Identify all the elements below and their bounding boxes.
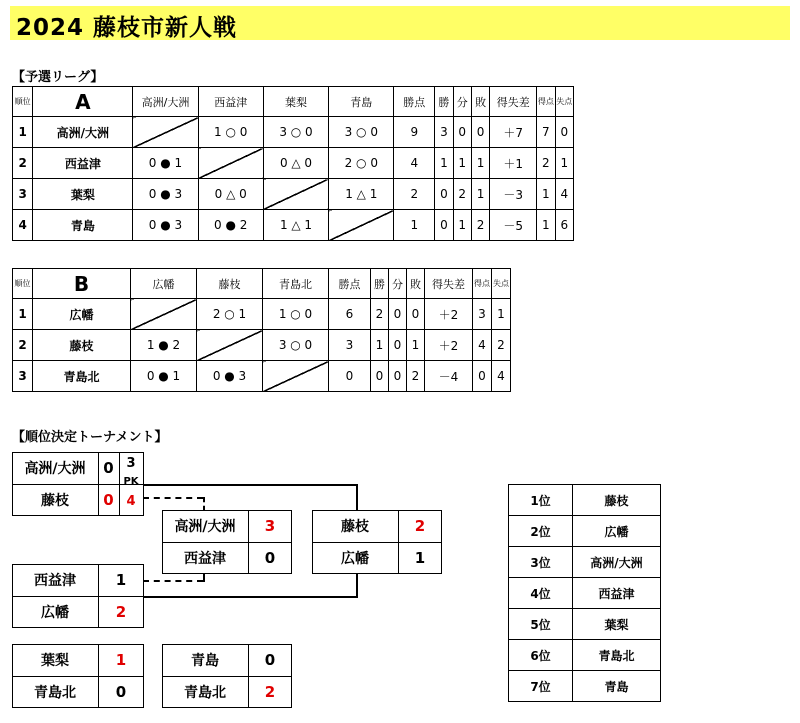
diff-cell: －5 <box>490 210 537 241</box>
bracket-line <box>143 596 357 598</box>
team-cell: 広幡 <box>33 299 131 330</box>
score: 3 <box>264 517 276 535</box>
loss-cell: 1 <box>471 148 489 179</box>
team-name: 藤枝 <box>341 519 369 535</box>
team-cell: 西益津 <box>33 148 133 179</box>
bracket-line <box>356 484 358 512</box>
diff-cell: －4 <box>425 361 473 392</box>
rank-cell: 3 <box>13 179 33 210</box>
result-cell: 0 ● 3 <box>133 210 198 241</box>
draw-cell: 1 <box>453 210 471 241</box>
gf-cell: 1 <box>537 179 555 210</box>
group-b-table <box>12 268 511 392</box>
score: 0 <box>103 459 114 477</box>
col-points: 勝点 <box>394 87 435 117</box>
rank-cell: 4 <box>13 210 33 241</box>
draw-cell: 0 <box>389 330 407 361</box>
score: 2 <box>414 517 426 535</box>
team-cell: 高洲/大洲 <box>33 117 133 148</box>
draw-cell: 2 <box>453 179 471 210</box>
points-cell: 4 <box>394 148 435 179</box>
self-match-cell <box>263 179 328 210</box>
rank-cell: 1 <box>13 299 33 330</box>
self-match-cell <box>198 148 263 179</box>
diff-cell: －3 <box>490 179 537 210</box>
diff-cell: ＋2 <box>425 299 473 330</box>
group-name: B <box>33 269 131 299</box>
page-title: 2024 藤枝市新人戦 <box>16 15 238 41</box>
group-name: A <box>33 87 133 117</box>
gf-cell: 2 <box>537 148 555 179</box>
rank-header: 順位 <box>13 269 33 299</box>
result-cell: 2 ○ 0 <box>329 148 394 179</box>
col-win: 勝 <box>371 269 389 299</box>
result-cell: 0 ● 3 <box>133 179 198 210</box>
win-cell: 3 <box>435 117 453 148</box>
result-cell: 0 ● 3 <box>197 361 263 392</box>
standings-row <box>509 609 661 640</box>
result-cell: 1 ○ 0 <box>198 117 263 148</box>
col-goals-against: 失点 <box>555 87 573 117</box>
title-bar <box>10 6 790 40</box>
table-row <box>13 117 574 148</box>
score: 0 <box>264 651 276 669</box>
team-cell: 西益津 <box>573 578 661 609</box>
gf-cell: 4 <box>473 330 492 361</box>
rank-header: 順位 <box>13 87 33 117</box>
self-match-cell <box>263 361 329 392</box>
rank-cell: 3 <box>13 361 33 392</box>
result-cell: 1 △ 1 <box>263 210 328 241</box>
gf-cell: 7 <box>537 117 555 148</box>
self-match-cell <box>131 299 197 330</box>
col-team: 西益津 <box>198 87 263 117</box>
self-match-cell <box>329 210 394 241</box>
team-name: 西益津 <box>34 573 76 589</box>
score: 2 <box>115 603 127 621</box>
loss-cell: 1 <box>407 330 425 361</box>
team-name: 葉梨 <box>41 653 69 669</box>
pk-label: PK <box>123 475 139 487</box>
diff-cell: ＋7 <box>490 117 537 148</box>
result-cell: 1 △ 1 <box>329 179 394 210</box>
draw-cell: 0 <box>453 117 471 148</box>
loss-cell: 1 <box>471 179 489 210</box>
final-standings-table <box>508 484 661 702</box>
pk-score: 3 <box>126 455 136 471</box>
result-cell: 0 △ 0 <box>263 148 328 179</box>
rank-cell: 1 <box>13 117 33 148</box>
standings-row <box>509 547 661 578</box>
standings-row <box>509 516 661 547</box>
table-header-row <box>13 269 511 299</box>
ga-cell: 6 <box>555 210 573 241</box>
result-cell: 0 ● 1 <box>133 148 198 179</box>
gf-cell: 1 <box>537 210 555 241</box>
team-cell: 葉梨 <box>33 179 133 210</box>
win-cell: 2 <box>371 299 389 330</box>
score: 0 <box>264 549 276 567</box>
prelim-section-label: 【予選リーグ】 <box>12 70 104 85</box>
team-name: 青島 <box>191 653 219 669</box>
team-name: 広幡 <box>341 551 369 567</box>
standings-row <box>509 578 661 609</box>
score: 1 <box>115 651 127 669</box>
ga-cell: 4 <box>492 361 511 392</box>
rank-cell: 2 <box>13 148 33 179</box>
points-cell: 0 <box>329 361 371 392</box>
team-cell: 青島北 <box>573 640 661 671</box>
gf-cell: 0 <box>473 361 492 392</box>
result-cell: 2 ○ 1 <box>197 299 263 330</box>
rank-cell: 2 <box>13 330 33 361</box>
ga-cell: 1 <box>492 299 511 330</box>
place-cell: 6位 <box>509 640 573 671</box>
col-win: 勝 <box>435 87 453 117</box>
table-row <box>13 210 574 241</box>
score: 0 <box>103 491 114 509</box>
ga-cell: 0 <box>555 117 573 148</box>
col-team: 広幡 <box>131 269 197 299</box>
tournament-section-label: 【順位決定トーナメント】 <box>12 430 168 445</box>
place-cell: 5位 <box>509 609 573 640</box>
win-cell: 1 <box>435 148 453 179</box>
col-team: 藤枝 <box>197 269 263 299</box>
col-goals-for: 得点 <box>473 269 492 299</box>
team-name: 藤枝 <box>41 493 69 509</box>
result-cell: 0 △ 0 <box>198 179 263 210</box>
group-a-table <box>12 86 574 241</box>
draw-cell: 0 <box>389 299 407 330</box>
bracket-dash-line <box>143 580 203 582</box>
points-cell: 2 <box>394 179 435 210</box>
diff-cell: ＋1 <box>490 148 537 179</box>
col-team: 葉梨 <box>263 87 328 117</box>
table-row <box>13 179 574 210</box>
team-name: 西益津 <box>184 551 226 567</box>
col-goals-for: 得点 <box>537 87 555 117</box>
col-goals-against: 失点 <box>492 269 511 299</box>
win-cell: 0 <box>435 210 453 241</box>
loss-cell: 2 <box>407 361 425 392</box>
result-cell: 3 ○ 0 <box>329 117 394 148</box>
result-cell: 3 ○ 0 <box>263 330 329 361</box>
draw-cell: 0 <box>389 361 407 392</box>
team-cell: 青島 <box>573 671 661 702</box>
self-match-cell <box>197 330 263 361</box>
col-diff: 得失差 <box>490 87 537 117</box>
result-cell: 0 ● 2 <box>198 210 263 241</box>
ga-cell: 2 <box>492 330 511 361</box>
team-cell: 青島北 <box>33 361 131 392</box>
pk-score: 4 <box>126 493 136 509</box>
col-draw: 分 <box>389 269 407 299</box>
result-cell: 0 ● 1 <box>131 361 197 392</box>
table-row <box>13 148 574 179</box>
draw-cell: 1 <box>453 148 471 179</box>
table-header-row <box>13 87 574 117</box>
win-cell: 1 <box>371 330 389 361</box>
place-cell: 3位 <box>509 547 573 578</box>
team-name: 青島北 <box>184 685 226 701</box>
bracket-dash-line <box>203 497 205 511</box>
self-match-cell <box>133 117 198 148</box>
win-cell: 0 <box>435 179 453 210</box>
win-cell: 0 <box>371 361 389 392</box>
team-cell: 藤枝 <box>33 330 131 361</box>
result-cell: 3 ○ 0 <box>263 117 328 148</box>
team-cell: 高洲/大洲 <box>573 547 661 578</box>
standings-row <box>509 671 661 702</box>
points-cell: 6 <box>329 299 371 330</box>
standings-row <box>509 485 661 516</box>
table-row <box>13 330 511 361</box>
score: 1 <box>115 571 127 589</box>
result-cell: 1 ○ 0 <box>263 299 329 330</box>
col-loss: 敗 <box>407 269 425 299</box>
place-cell: 7位 <box>509 671 573 702</box>
standings-row <box>509 640 661 671</box>
table-row <box>13 361 511 392</box>
place-cell: 2位 <box>509 516 573 547</box>
col-points: 勝点 <box>329 269 371 299</box>
team-name: 高洲/大洲 <box>24 461 86 477</box>
team-cell: 葉梨 <box>573 609 661 640</box>
loss-cell: 0 <box>471 117 489 148</box>
score: 1 <box>414 549 426 567</box>
points-cell: 3 <box>329 330 371 361</box>
team-name: 青島北 <box>34 685 76 701</box>
place-cell: 4位 <box>509 578 573 609</box>
col-diff: 得失差 <box>425 269 473 299</box>
score: 2 <box>264 683 276 701</box>
team-cell: 青島 <box>33 210 133 241</box>
loss-cell: 0 <box>407 299 425 330</box>
points-cell: 1 <box>394 210 435 241</box>
result-cell: 1 ● 2 <box>131 330 197 361</box>
bracket-line <box>356 572 358 598</box>
table-row <box>13 299 511 330</box>
points-cell: 9 <box>394 117 435 148</box>
diff-cell: ＋2 <box>425 330 473 361</box>
place-cell: 1位 <box>509 485 573 516</box>
team-name: 高洲/大洲 <box>174 519 236 535</box>
col-draw: 分 <box>453 87 471 117</box>
ga-cell: 1 <box>555 148 573 179</box>
bracket-dash-line <box>143 497 203 499</box>
score: 0 <box>115 683 127 701</box>
gf-cell: 3 <box>473 299 492 330</box>
col-team: 青島北 <box>263 269 329 299</box>
team-cell: 藤枝 <box>573 485 661 516</box>
team-cell: 広幡 <box>573 516 661 547</box>
ga-cell: 4 <box>555 179 573 210</box>
col-team: 高洲/大洲 <box>133 87 198 117</box>
col-team: 青島 <box>329 87 394 117</box>
team-name: 広幡 <box>41 605 69 621</box>
loss-cell: 2 <box>471 210 489 241</box>
bracket-line <box>143 484 357 486</box>
col-loss: 敗 <box>471 87 489 117</box>
